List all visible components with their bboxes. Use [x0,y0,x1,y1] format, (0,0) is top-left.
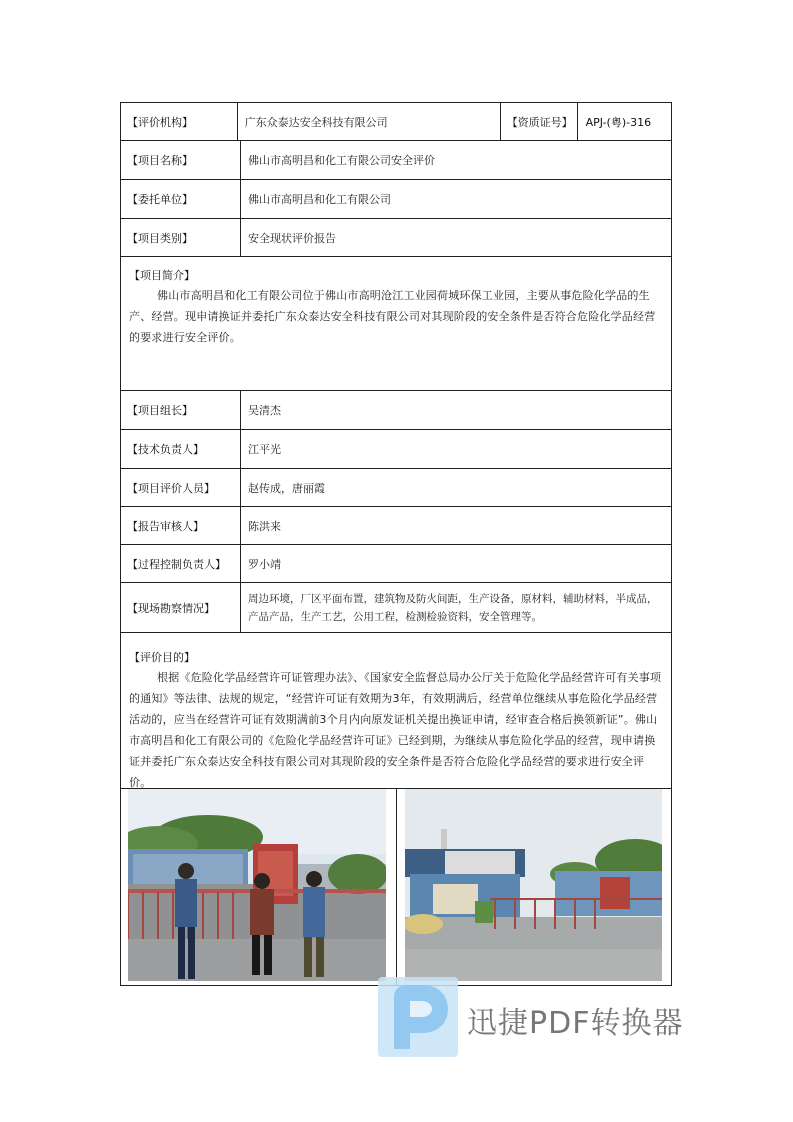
row-agency [121,103,671,141]
intro-text: 佛山市高明昌和化工有限公司位于佛山市高明沧江工业园荷城环保工业园，主要从事危险化学品的生产、经营。现申请换证并委托广东众泰达安全科技有限公司对其现阶段的安全条件是否符合危险化学品经营的要求进行安全评价。 [129,289,656,344]
client-label: 【委托单位】 [121,180,241,218]
tech-value: 江平光 [248,443,281,456]
intro-label: 【项目简介】 [129,269,195,282]
photo-cell-right [397,789,671,985]
row-leader [121,391,671,430]
photo-cell-left [121,789,397,985]
row-process [121,545,671,583]
project-name-value: 佛山市高明昌和化工有限公司安全评价 [248,154,435,167]
row-reviewer [121,507,671,545]
leader-label: 【项目组长】 [121,391,241,429]
leader-value: 吴清杰 [248,404,281,417]
survey-value: 周边环境，厂区平面布置，建筑物及防火间距，生产设备，原材料，辅助材料，半成品，产品产品，生产工艺，公用工程，检测检验资料，安全管理等。 [248,592,658,623]
project-name-label: 【项目名称】 [121,141,241,179]
reviewer-label: 【报告审核人】 [121,507,241,544]
row-client [121,180,671,219]
purpose-block [121,633,671,788]
category-label: 【项目类别】 [121,219,241,256]
row-photos [121,789,671,985]
evaluation-info-table [120,102,672,986]
watermark-text: 迅捷PDF转换器 [467,1006,684,1041]
category-value: 安全现状评价报告 [248,231,336,245]
agency-label: 【评价机构】 [121,103,238,140]
row-purpose [121,633,671,789]
row-survey [121,583,671,633]
row-tech [121,430,671,469]
purpose-label: 【评价目的】 [129,651,195,664]
cert-label: 【资质证号】 [500,103,578,140]
row-evaluators [121,469,671,507]
client-value: 佛山市高明昌和化工有限公司 [248,193,391,206]
evaluators-label: 【项目评价人员】 [121,469,241,506]
survey-label: 【现场勘察情况】 [121,583,241,632]
intro-block [121,257,671,390]
cert-value: APJ-(粤)-316 [585,115,652,129]
process-value: 罗小靖 [248,557,281,571]
tech-label: 【技术负责人】 [121,430,241,468]
process-label: 【过程控制负责人】 [121,545,241,582]
row-category [121,219,671,257]
row-project-name [121,141,671,180]
reviewer-value: 陈洪来 [248,519,281,533]
purpose-text: 根据《危险化学品经营许可证管理办法》、《国家安全监督总局办公厅关于危险化学品经营许可有关事项的通知》等法律、法规的规定，“经营许可证有效期为3年，有效期满后，经营单位继续从事危险化学品经营活动的，应当在经营许可证有效期满前3个月内向原发证机关提出换证申请，经审查合格后换领新证”。佛山市高明昌和化工有限公司的《危险化学品经营许可证》已经到期，为继续从事危险化学品的经营，现申请换证并委托广东众泰达安全科技有限公司对其现阶段的安全条件是否符合危险化学品经营的要求进行安全评价。 [129,671,662,789]
site-photo-people [128,789,386,981]
row-intro [121,257,671,391]
evaluators-value: 赵传成，唐丽霞 [248,481,325,495]
p-logo-icon [378,977,458,1057]
agency-value: 广东众泰达安全科技有限公司 [244,115,388,129]
site-photo-factory-gate [405,789,662,981]
